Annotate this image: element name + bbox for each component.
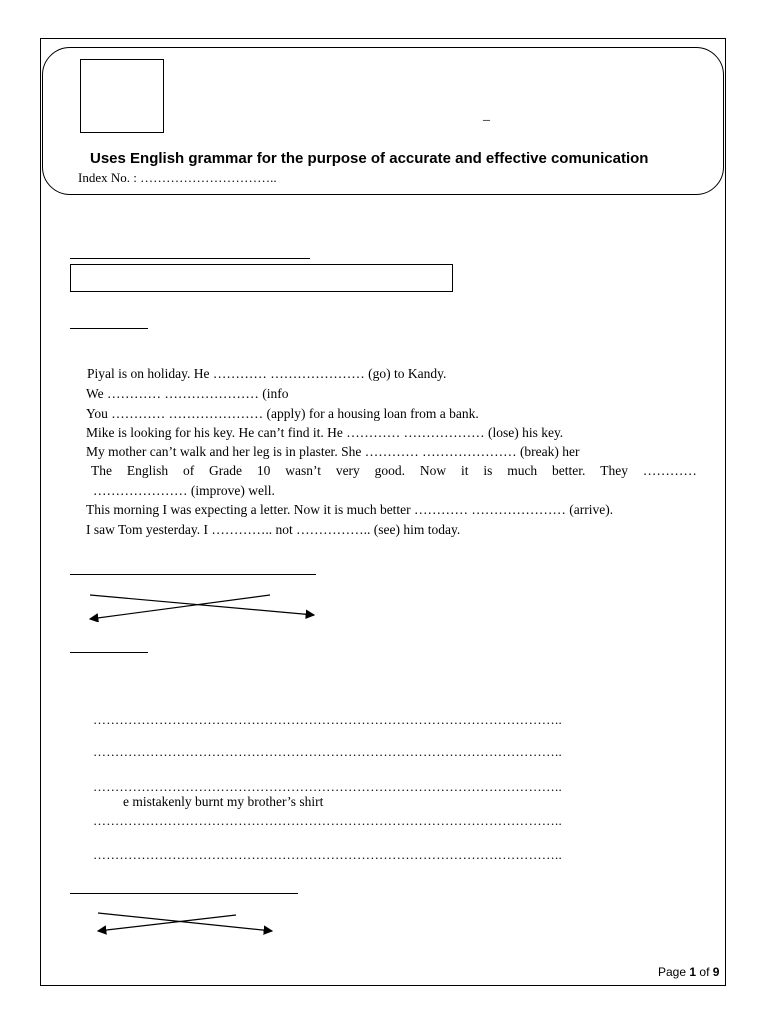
answer-line-5: …………………………………………………………………………………………….. — [93, 847, 562, 862]
crossed-arrows-graphic-2 — [92, 909, 278, 937]
answer-line-2: …………………………………………………………………………………………….. — [93, 744, 562, 759]
index-number-line: Index No. : ………………………….. — [78, 170, 277, 185]
exercise-line-5: My mother can’t walk and her leg is in plaster. She ………… ………………… (break) her — [86, 444, 580, 459]
section-rule-1 — [70, 258, 310, 259]
answer-line-1: …………………………………………………………………………………………….. — [93, 712, 562, 727]
header-title: Uses English grammar for the purpose of accurate and effective comunication — [90, 150, 649, 167]
section-rule-4 — [70, 652, 148, 653]
section-rule-2 — [70, 328, 148, 329]
answer-line-4: …………………………………………………………………………………………….. — [93, 813, 562, 828]
crossed-arrows-graphic-1 — [84, 590, 324, 622]
exercise-line-8: This morning I was expecting a letter. Now it is much better ………… ………………… (arrive). — [86, 502, 614, 517]
section-rule-3 — [70, 574, 316, 575]
exercise-line-3: You ………… ………………… (apply) for a housing loan from a bank. — [86, 406, 479, 421]
section-rule-5 — [70, 893, 298, 894]
partial-sentence: e mistakenly burnt my brother’s shirt — [123, 794, 324, 809]
exercise-line-4: Mike is looking for his key. He can’t find it. He ………… ……………… (lose) his key. — [86, 425, 564, 440]
exercise-line-9: I saw Tom yesterday. I ………….. not …………….. (see) him today. — [86, 522, 461, 537]
exercise-line-7: ………………… (improve) well. — [93, 483, 275, 498]
logo-placeholder — [80, 59, 164, 133]
answer-line-3: …………………………………………………………………………………………….. — [93, 779, 562, 794]
exercise-line-1: Piyal is on holiday. He ………… ………………… (go) to Kandy. — [87, 366, 447, 381]
exercise-line-6: The English of Grade 10 wasn’t very good. Now it is much better. They ………… — [91, 463, 697, 478]
exercise-line-2: We ………… ………………… (info — [86, 386, 289, 401]
blank-title-box — [70, 264, 453, 292]
page-number: Page 1 of 9 — [658, 965, 720, 979]
header-dash: _ — [483, 108, 490, 123]
